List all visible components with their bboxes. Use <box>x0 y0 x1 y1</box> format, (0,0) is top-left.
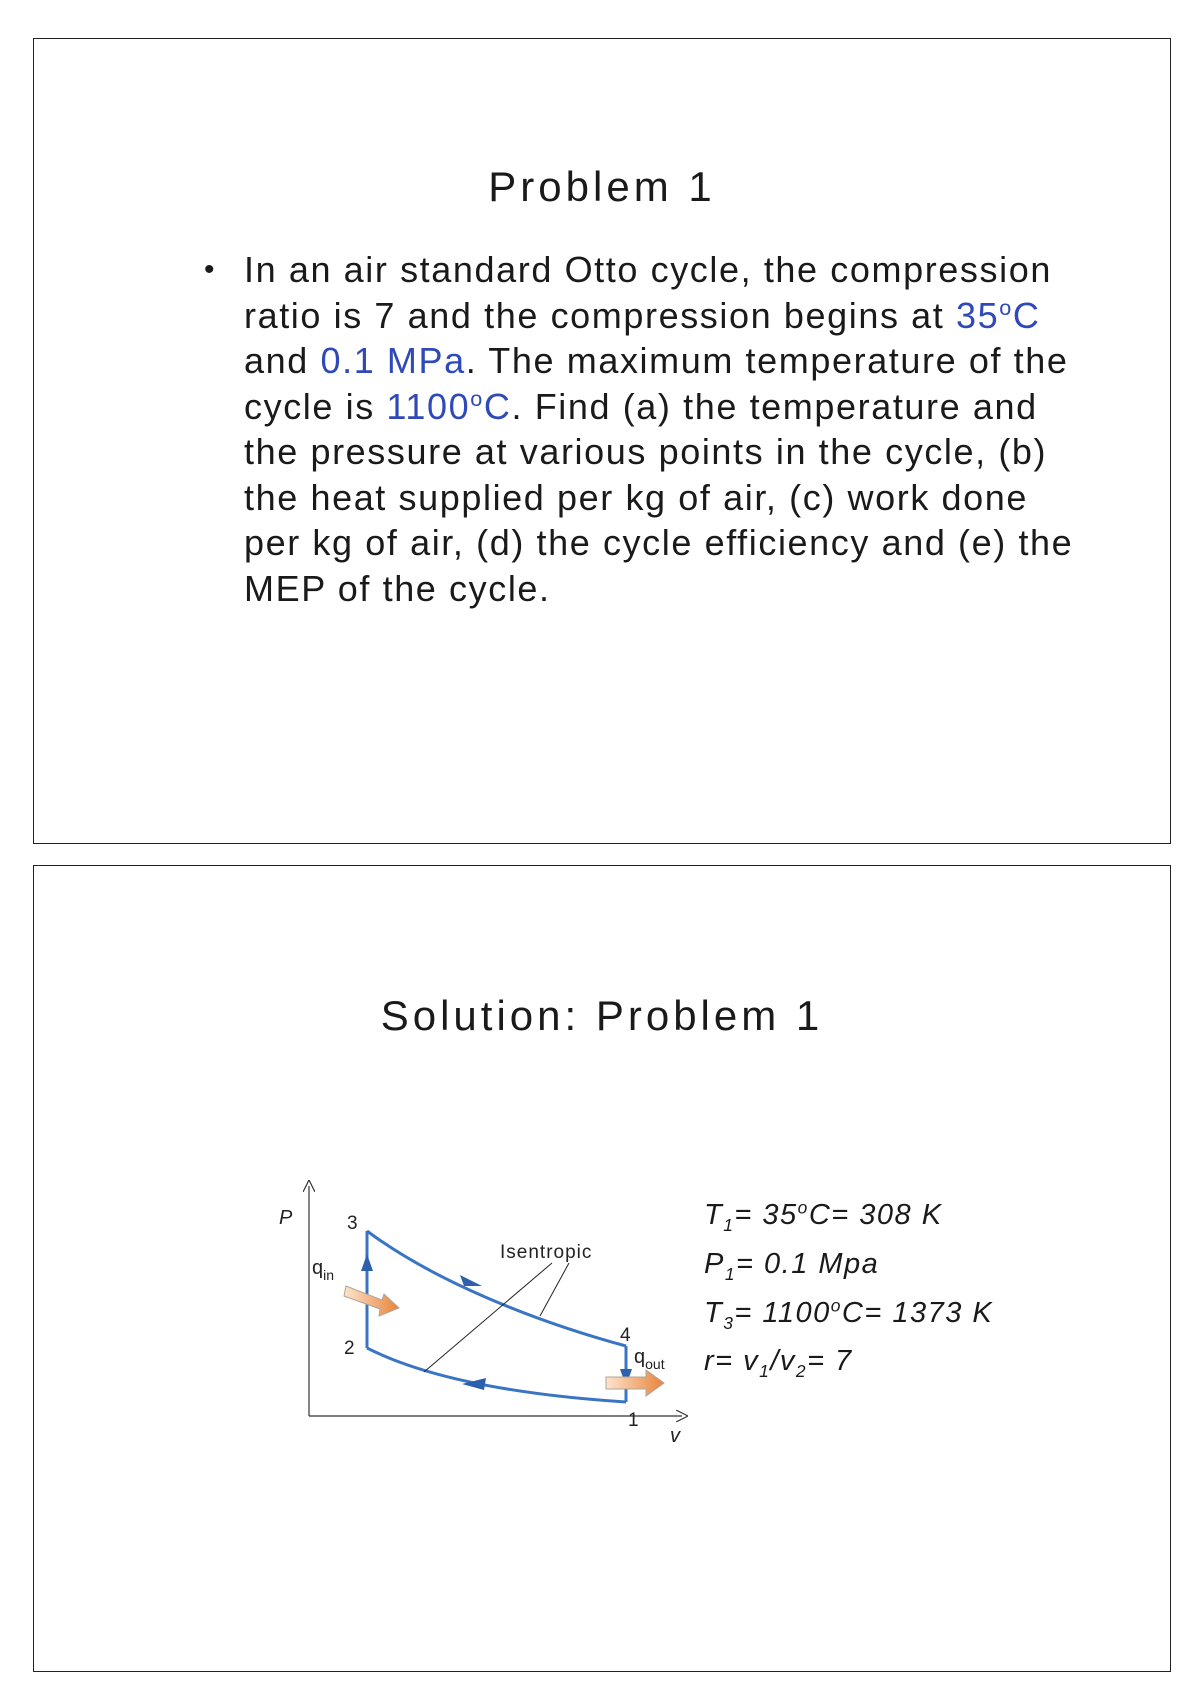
point-1-label: 1 <box>628 1410 639 1431</box>
isentropic-pointer-line <box>540 1263 569 1316</box>
point-2-label: 2 <box>344 1338 355 1359</box>
problem-statement <box>204 247 1094 611</box>
text-part-3: . The maximum temperature of the cycle is <box>244 340 1069 427</box>
given-t3: $T_3= 1100^oC= 1373$ K <box>704 1294 994 1333</box>
q-in-label: $q_{in}$ <box>312 1257 335 1283</box>
slide-title: Solution: Problem 1 <box>380 992 824 1039</box>
given-t1: $T_1= 35^oC= 308$ K <box>704 1197 943 1235</box>
p-axis-label: P <box>279 1207 293 1229</box>
heat-addition-arrow <box>361 1254 373 1271</box>
pv-diagram <box>234 1086 694 1446</box>
initial-pressure: 0.1 MPa <box>320 340 466 381</box>
heat-in-arrow-icon <box>344 1286 399 1316</box>
text-part-4: . Find (a) the temperature and the pressure at various points in the cycle, (b) the heat supplied per kg of air, (c) work done per kg of air, (d) the cycle efficiency and (e) the MEP of the cycle. <box>244 385 1074 609</box>
slide-title: Problem 1 <box>488 163 716 210</box>
slide-solution <box>33 865 1171 1672</box>
given-values <box>704 1196 993 1391</box>
text-part-1: In an air standard Otto cycle, the compression ratio is 7 and the compression begins at <box>244 249 1052 336</box>
text-part-2: and <box>244 340 321 381</box>
q-out-label: $q_{out}$ <box>634 1346 665 1372</box>
expansion-direction-arrow <box>460 1275 482 1286</box>
heat-out-arrow-icon <box>606 1370 664 1396</box>
point-3-label: 3 <box>347 1213 358 1234</box>
initial-temperature: 35$^o$C <box>955 294 1041 336</box>
compression-curve <box>367 1348 626 1402</box>
isentropic-label: Isentropic <box>500 1242 593 1263</box>
v-axis-label: v <box>670 1425 680 1446</box>
point-4-label: 4 <box>620 1325 631 1346</box>
slide-problem <box>33 38 1171 844</box>
problem-list <box>204 247 1094 611</box>
given-compression-ratio: $r= v_1/v_2= 7$ <box>704 1345 853 1382</box>
max-temperature: 1100$^o$C <box>386 385 512 427</box>
bullet: • <box>204 253 217 286</box>
given-p1: $P_1= 0.1$ Mpa <box>704 1247 880 1284</box>
